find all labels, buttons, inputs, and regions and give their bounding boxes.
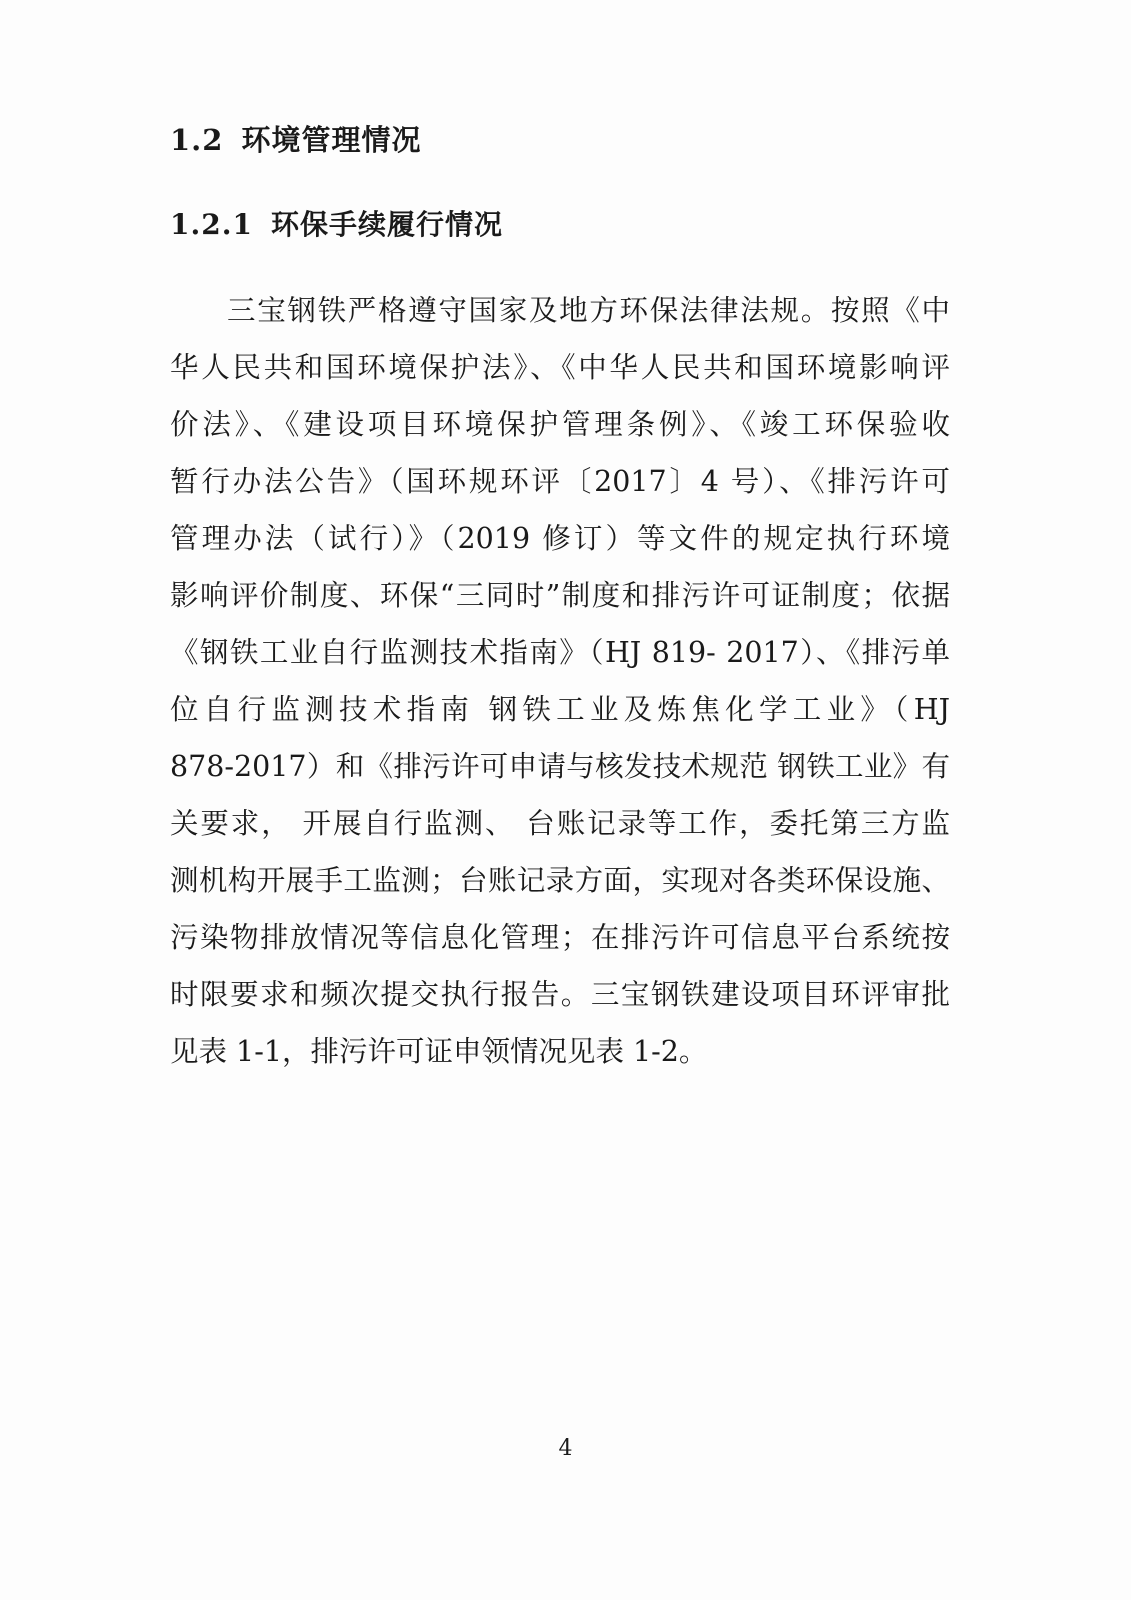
paragraph-line: 污染物排放情况等信息化管理；在排污许可信息平台系统按 xyxy=(170,921,950,954)
subsection-heading xyxy=(170,203,503,243)
paragraph-line: 三宝钢铁严格遵守国家及地方环保法律法规。按照《中 xyxy=(227,294,950,327)
page-number: 4 xyxy=(558,1436,573,1461)
paragraph-line: 位自行监测技术指南 钢铁工业及炼焦化学工业》（HJ xyxy=(170,693,950,726)
section-heading xyxy=(170,118,421,159)
paragraph-line: 时限要求和频次提交执行报告。三宝钢铁建设项目环评审批 xyxy=(170,978,950,1011)
paragraph-line: 见表 1-1，排污许可证申领情况见表 1-2。 xyxy=(170,1035,708,1068)
section-title: 环境管理情况 xyxy=(241,123,422,157)
subsection-title: 环保手续履行情况 xyxy=(270,208,503,241)
paragraph-line: 价法》、《建设项目环境保护管理条例》、《竣工环保验收 xyxy=(170,408,950,441)
paragraph-line: 管理办法（试行）》（2019 修订）等文件的规定执行环境 xyxy=(170,522,950,555)
paragraph-line: 关要求， 开展自行监测、 台账记录等工作，委托第三方监 xyxy=(170,807,950,840)
paragraph-line: 华人民共和国环境保护法》、《中华人民共和国环境影响评 xyxy=(170,351,950,384)
section-number: 1.2 xyxy=(170,123,224,157)
paragraph-line: 暂行办法公告》（国环规环评〔2017〕4 号）、《排污许可 xyxy=(170,465,950,498)
paragraph-line: 878-2017）和《排污许可申请与核发技术规范 钢铁工业》有 xyxy=(170,750,950,783)
subsection-number: 1.2.1 xyxy=(170,208,253,241)
paragraph-line: 影响评价制度、环保“三同时”制度和排污许可证制度；依据 xyxy=(170,579,950,612)
body-paragraph xyxy=(170,282,950,1080)
paragraph-line: 测机构开展手工监测；台账记录方面，实现对各类环保设施、 xyxy=(170,864,950,897)
paragraph-line: 《钢铁工业自行监测技术指南》（HJ 819- 2017）、《排污单 xyxy=(170,636,950,669)
